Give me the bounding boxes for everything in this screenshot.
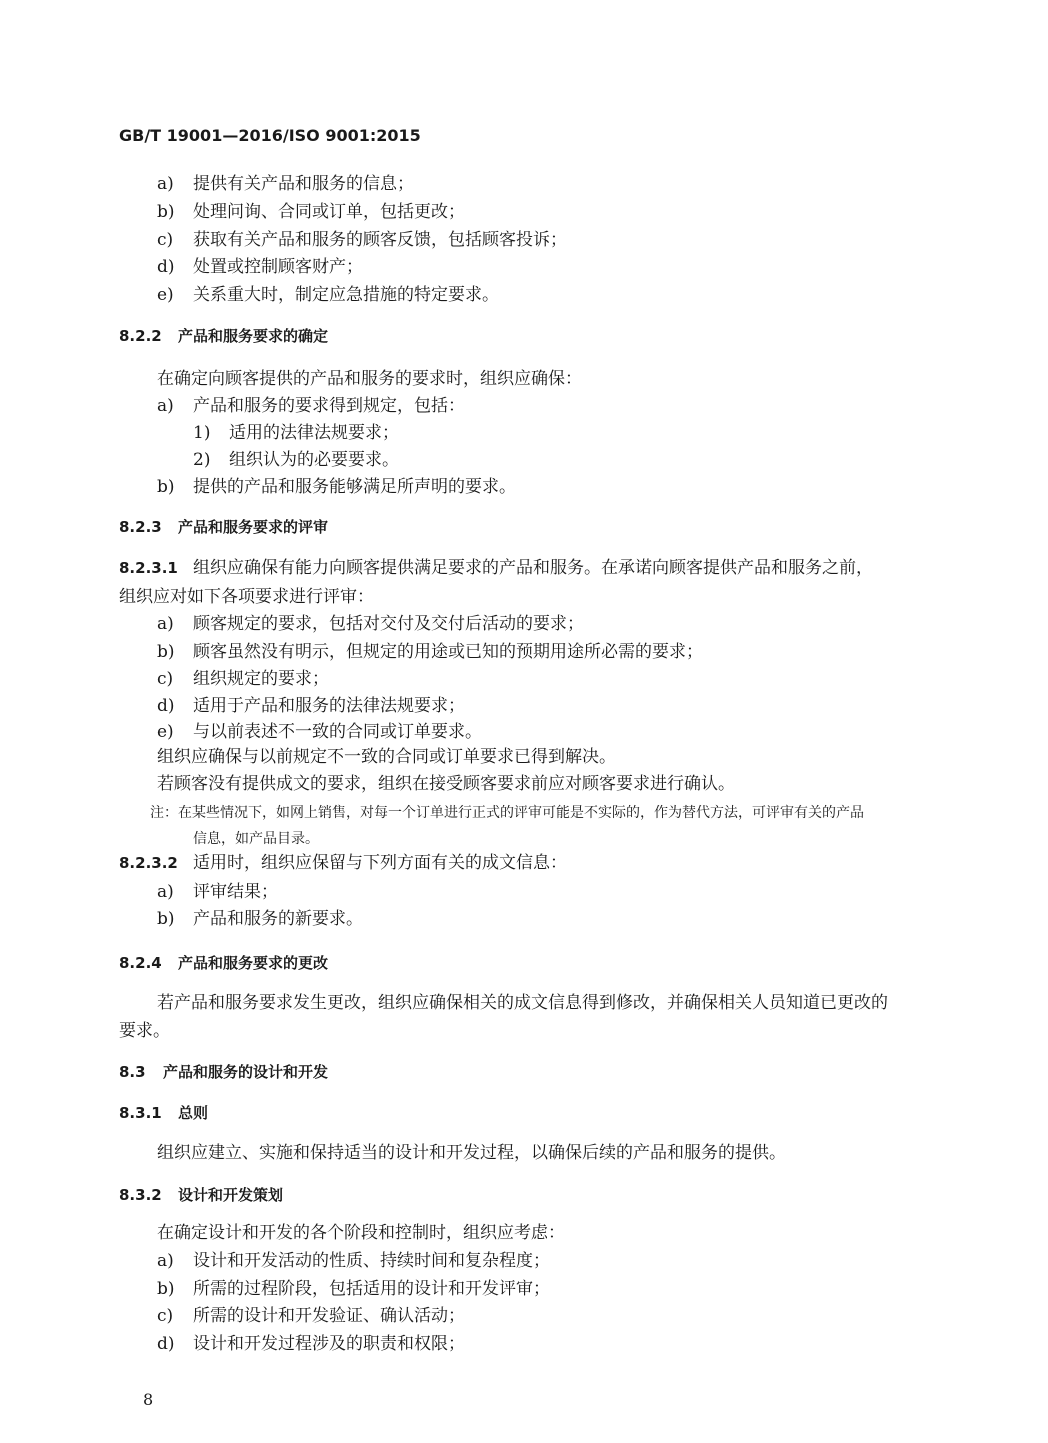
section-heading-8-3: 8.3 产品和服务的设计和开发 [119, 1063, 329, 1081]
list-item: a) 产品和服务的要求得到规定，包括： [157, 396, 465, 416]
list-item: e) 关系重大时，制定应急措施的特定要求。 [157, 285, 499, 305]
paragraph-continuation: 要求。 [119, 1021, 170, 1041]
list-item: e) 与以前表述不一致的合同或订单要求。 [157, 722, 482, 742]
paragraph: 组织应建立、实施和保持适当的设计和开发过程，以确保后续的产品和服务的提供。 [157, 1143, 786, 1163]
paragraph: 若产品和服务要求发生更改，组织应确保相关的成文信息得到修改，并确保相关人员知道已更改的 [157, 993, 888, 1013]
list-item: c) 获取有关产品和服务的顾客反馈，包括顾客投诉； [157, 230, 567, 250]
page-number: 8 [143, 1390, 154, 1409]
list-item: a) 顾客规定的要求，包括对交付及交付后活动的要求； [157, 614, 584, 634]
list-item: a) 评审结果； [157, 882, 278, 902]
list-item: d) 适用于产品和服务的法律法规要求； [157, 696, 465, 716]
sub-list-item: 2) 组织认为的必要要求。 [193, 450, 399, 470]
section-heading-8-3-2: 8.3.2 设计和开发策划 [119, 1186, 284, 1204]
paragraph: 8.2.3.1 组织应确保有能力向顾客提供满足要求的产品和服务。在承诺向顾客提供产品和服务之前， [119, 558, 873, 578]
list-item: c) 组织规定的要求； [157, 669, 329, 689]
paragraph: 8.2.3.2 适用时，组织应保留与下列方面有关的成文信息： [119, 853, 567, 873]
paragraph: 在确定向顾客提供的产品和服务的要求时，组织应确保： [157, 369, 582, 389]
paragraph-continuation: 组织应对如下各项要求进行评审： [119, 587, 374, 607]
section-heading-8-2-3: 8.2.3 产品和服务要求的评审 [119, 518, 329, 536]
paragraph: 若顾客没有提供成文的要求，组织在接受顾客要求前应对顾客要求进行确认。 [157, 774, 735, 794]
standard-id: GB/T 19001—2016/ISO 9001:2015 [119, 126, 421, 145]
list-item: b) 所需的过程阶段，包括适用的设计和开发评审； [157, 1279, 550, 1299]
list-item: d) 处置或控制顾客财产； [157, 257, 363, 277]
section-heading-8-2-4: 8.2.4 产品和服务要求的更改 [119, 954, 329, 972]
list-item: b) 提供的产品和服务能够满足所声明的要求。 [157, 477, 516, 497]
paragraph: 组织应确保与以前规定不一致的合同或订单要求已得到解决。 [157, 747, 616, 767]
section-heading-8-2-2: 8.2.2 产品和服务要求的确定 [119, 327, 329, 345]
note-continuation: 信息，如产品目录。 [193, 831, 319, 847]
list-item: b) 处理问询、合同或订单，包括更改； [157, 202, 465, 222]
sub-list-item: 1) 适用的法律法规要求； [193, 423, 399, 443]
list-item: d) 设计和开发过程涉及的职责和权限； [157, 1334, 465, 1354]
list-item: a) 提供有关产品和服务的信息； [157, 174, 414, 194]
list-item: a) 设计和开发活动的性质、持续时间和复杂程度； [157, 1251, 550, 1271]
list-item: b) 顾客虽然没有明示，但规定的用途或已知的预期用途所必需的要求； [157, 642, 703, 662]
list-item: b) 产品和服务的新要求。 [157, 909, 363, 929]
list-item: c) 所需的设计和开发验证、确认活动； [157, 1306, 465, 1326]
note: 注：在某些情况下，如网上销售，对每一个订单进行正式的评审可能是不实际的，作为替代方法，可评审有关的产品 [150, 805, 864, 821]
section-heading-8-3-1: 8.3.1 总则 [119, 1104, 209, 1122]
paragraph: 在确定设计和开发的各个阶段和控制时，组织应考虑： [157, 1223, 565, 1243]
